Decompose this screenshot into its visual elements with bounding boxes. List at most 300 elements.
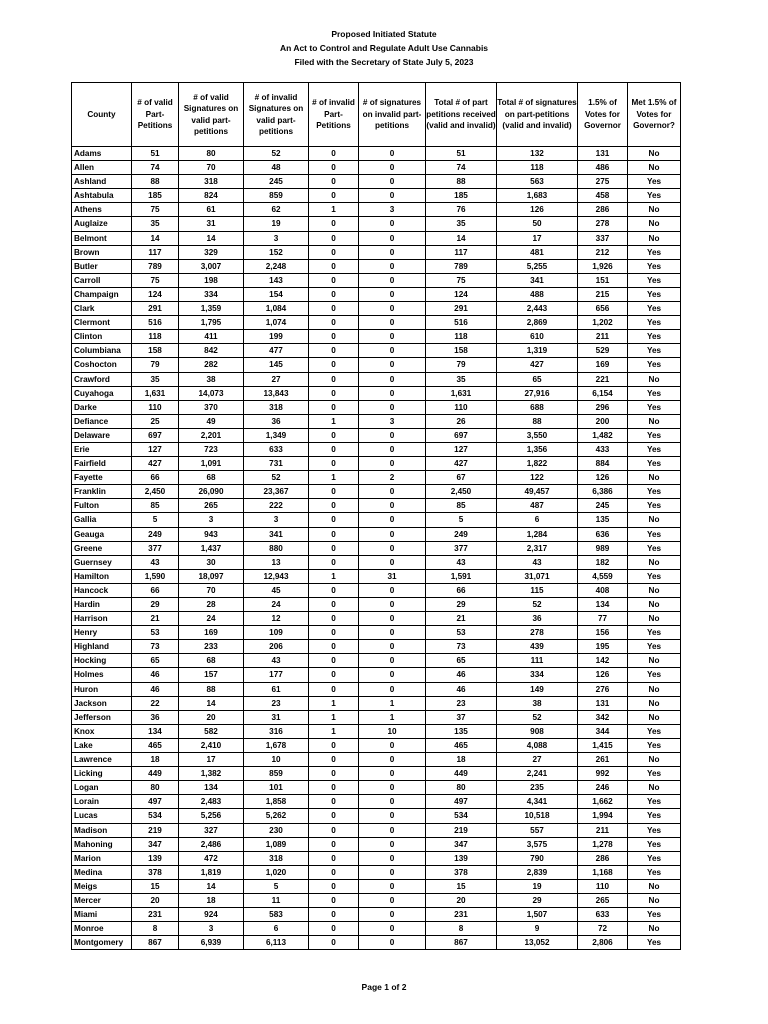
- table-cell: 75: [132, 203, 179, 217]
- table-cell: Yes: [628, 485, 681, 499]
- table-cell: 3: [359, 203, 426, 217]
- table-cell: 211: [578, 823, 628, 837]
- table-cell: 3: [179, 513, 244, 527]
- table-cell: 52: [244, 147, 309, 161]
- table-row: [72, 640, 681, 654]
- table-cell: 1,091: [179, 457, 244, 471]
- table-cell: 286: [578, 203, 628, 217]
- table-cell: 22: [132, 696, 179, 710]
- table-row: [72, 259, 681, 273]
- table-cell: 127: [426, 442, 497, 456]
- table-cell: 231: [132, 908, 179, 922]
- county-name-cell: Medina: [72, 865, 132, 879]
- table-cell: 3: [244, 513, 309, 527]
- table-cell: 0: [359, 795, 426, 809]
- table-cell: 859: [244, 767, 309, 781]
- table-cell: 0: [309, 231, 359, 245]
- county-name-cell: Hancock: [72, 583, 132, 597]
- table-cell: 316: [244, 724, 309, 738]
- table-cell: 67: [426, 471, 497, 485]
- table-cell: 0: [359, 527, 426, 541]
- table-cell: 26,090: [179, 485, 244, 499]
- table-cell: 149: [497, 682, 578, 696]
- table-cell: 656: [578, 302, 628, 316]
- table-cell: 3: [179, 922, 244, 936]
- col-header-met-threshold: Met 1.5% of Votes for Governor?: [628, 83, 681, 147]
- table-cell: 276: [578, 682, 628, 696]
- table-cell: 0: [309, 922, 359, 936]
- table-cell: 88: [497, 414, 578, 428]
- table-cell: 18,097: [179, 569, 244, 583]
- table-cell: 20: [426, 893, 497, 907]
- table-cell: 427: [426, 457, 497, 471]
- table-cell: 789: [426, 259, 497, 273]
- table-cell: 2,241: [497, 767, 578, 781]
- table-cell: 633: [244, 442, 309, 456]
- table-cell: 449: [426, 767, 497, 781]
- table-cell: 2,443: [497, 302, 578, 316]
- table-cell: 17: [497, 231, 578, 245]
- table-cell: 43: [244, 654, 309, 668]
- table-cell: 1,415: [578, 738, 628, 752]
- table-cell: 0: [309, 513, 359, 527]
- table-cell: 282: [179, 358, 244, 372]
- table-cell: 110: [132, 400, 179, 414]
- table-cell: 0: [309, 767, 359, 781]
- table-cell: 142: [578, 654, 628, 668]
- table-cell: 38: [179, 372, 244, 386]
- table-cell: 943: [179, 527, 244, 541]
- table-cell: 1: [359, 696, 426, 710]
- table-cell: 199: [244, 330, 309, 344]
- table-cell: 46: [132, 682, 179, 696]
- table-cell: 1,822: [497, 457, 578, 471]
- table-cell: 221: [578, 372, 628, 386]
- table-cell: 49,457: [497, 485, 578, 499]
- table-cell: 1,437: [179, 541, 244, 555]
- table-cell: 0: [359, 273, 426, 287]
- table-cell: 134: [132, 724, 179, 738]
- table-cell: 0: [309, 428, 359, 442]
- table-cell: 0: [359, 823, 426, 837]
- table-cell: 1,591: [426, 569, 497, 583]
- table-cell: 2,450: [132, 485, 179, 499]
- county-name-cell: Madison: [72, 823, 132, 837]
- table-cell: 563: [497, 175, 578, 189]
- table-cell: 0: [359, 161, 426, 175]
- table-cell: 212: [578, 245, 628, 259]
- table-cell: 139: [132, 851, 179, 865]
- table-cell: 347: [132, 837, 179, 851]
- county-name-cell: Fulton: [72, 499, 132, 513]
- table-cell: 24: [244, 598, 309, 612]
- county-name-cell: Belmont: [72, 231, 132, 245]
- table-cell: 49: [179, 414, 244, 428]
- table-cell: 0: [359, 245, 426, 259]
- county-name-cell: Jackson: [72, 696, 132, 710]
- table-cell: 534: [426, 809, 497, 823]
- table-cell: 5: [426, 513, 497, 527]
- table-cell: 118: [426, 330, 497, 344]
- county-name-cell: Mahoning: [72, 837, 132, 851]
- table-cell: 36: [497, 612, 578, 626]
- table-cell: 45: [244, 583, 309, 597]
- table-cell: 880: [244, 541, 309, 555]
- table-cell: 465: [426, 738, 497, 752]
- table-cell: 75: [132, 273, 179, 287]
- table-row: [72, 795, 681, 809]
- table-row: [72, 330, 681, 344]
- table-cell: 0: [309, 541, 359, 555]
- table-cell: 46: [132, 668, 179, 682]
- table-cell: Yes: [628, 640, 681, 654]
- table-cell: 19: [497, 879, 578, 893]
- table-cell: 51: [132, 147, 179, 161]
- county-name-cell: Carroll: [72, 273, 132, 287]
- table-cell: 122: [497, 471, 578, 485]
- table-cell: 992: [578, 767, 628, 781]
- table-cell: 1,084: [244, 302, 309, 316]
- table-cell: 1,356: [497, 442, 578, 456]
- table-row: [72, 823, 681, 837]
- table-cell: 79: [426, 358, 497, 372]
- table-cell: 80: [132, 781, 179, 795]
- col-header-total-part-petitions: Total # of part petitions received (valid and invalid): [426, 83, 497, 147]
- table-cell: Yes: [628, 936, 681, 950]
- table-cell: 152: [244, 245, 309, 259]
- county-name-cell: Erie: [72, 442, 132, 456]
- table-row: [72, 837, 681, 851]
- county-name-cell: Geauga: [72, 527, 132, 541]
- table-cell: 439: [497, 640, 578, 654]
- table-cell: 77: [578, 612, 628, 626]
- table-cell: 342: [578, 710, 628, 724]
- table-cell: 1: [309, 569, 359, 583]
- table-cell: 135: [426, 724, 497, 738]
- table-cell: 0: [309, 372, 359, 386]
- table-row: [72, 541, 681, 555]
- county-name-cell: Montgomery: [72, 936, 132, 950]
- table-cell: Yes: [628, 569, 681, 583]
- table-cell: 73: [426, 640, 497, 654]
- table-cell: 296: [578, 400, 628, 414]
- table-cell: 4,341: [497, 795, 578, 809]
- table-cell: 0: [359, 316, 426, 330]
- table-cell: Yes: [628, 358, 681, 372]
- county-name-cell: Knox: [72, 724, 132, 738]
- table-cell: No: [628, 231, 681, 245]
- county-name-cell: Lucas: [72, 809, 132, 823]
- table-cell: 29: [132, 598, 179, 612]
- table-cell: No: [628, 414, 681, 428]
- table-cell: No: [628, 879, 681, 893]
- table-cell: 0: [309, 781, 359, 795]
- table-cell: Yes: [628, 865, 681, 879]
- table-cell: 126: [497, 203, 578, 217]
- county-name-cell: Champaign: [72, 287, 132, 301]
- county-name-cell: Brown: [72, 245, 132, 259]
- table-cell: 156: [578, 626, 628, 640]
- table-row: [72, 273, 681, 287]
- table-cell: 1,631: [426, 386, 497, 400]
- table-cell: 824: [179, 189, 244, 203]
- table-cell: Yes: [628, 273, 681, 287]
- col-header-valid-signatures: # of valid Signatures on valid part-petitions: [179, 83, 244, 147]
- table-cell: 1: [309, 696, 359, 710]
- table-cell: 131: [578, 696, 628, 710]
- county-name-cell: Ashland: [72, 175, 132, 189]
- county-name-cell: Adams: [72, 147, 132, 161]
- table-cell: No: [628, 513, 681, 527]
- table-cell: 46: [426, 682, 497, 696]
- table-cell: 219: [132, 823, 179, 837]
- table-cell: 53: [132, 626, 179, 640]
- county-name-cell: Henry: [72, 626, 132, 640]
- table-cell: 278: [497, 626, 578, 640]
- table-cell: 790: [497, 851, 578, 865]
- table-cell: 0: [359, 753, 426, 767]
- table-cell: 117: [426, 245, 497, 259]
- document-header: [0, 27, 768, 69]
- table-cell: 1: [309, 203, 359, 217]
- table-row: [72, 245, 681, 259]
- table-cell: 0: [309, 527, 359, 541]
- table-cell: No: [628, 471, 681, 485]
- table-cell: 72: [578, 922, 628, 936]
- table-cell: 85: [426, 499, 497, 513]
- table-cell: No: [628, 682, 681, 696]
- table-cell: 1: [309, 724, 359, 738]
- table-cell: 158: [426, 344, 497, 358]
- table-cell: 13: [244, 555, 309, 569]
- table-cell: 0: [359, 372, 426, 386]
- table-cell: 31: [179, 217, 244, 231]
- table-cell: 12,943: [244, 569, 309, 583]
- table-cell: 21: [132, 612, 179, 626]
- table-cell: 0: [309, 287, 359, 301]
- table-cell: 0: [309, 457, 359, 471]
- table-cell: Yes: [628, 457, 681, 471]
- table-cell: 231: [426, 908, 497, 922]
- table-cell: 0: [309, 273, 359, 287]
- table-row: [72, 231, 681, 245]
- table-cell: 867: [426, 936, 497, 950]
- table-cell: Yes: [628, 245, 681, 259]
- table-row: [72, 358, 681, 372]
- table-cell: No: [628, 161, 681, 175]
- table-cell: 115: [497, 583, 578, 597]
- table-cell: 29: [497, 893, 578, 907]
- table-cell: 465: [132, 738, 179, 752]
- county-name-cell: Miami: [72, 908, 132, 922]
- table-cell: 66: [426, 583, 497, 597]
- table-cell: 25: [132, 414, 179, 428]
- table-cell: 497: [132, 795, 179, 809]
- table-row: [72, 668, 681, 682]
- table-cell: 79: [132, 358, 179, 372]
- table-cell: 26: [426, 414, 497, 428]
- table-cell: 76: [426, 203, 497, 217]
- table-cell: 0: [359, 555, 426, 569]
- table-cell: No: [628, 710, 681, 724]
- table-cell: 0: [359, 147, 426, 161]
- table-cell: 51: [426, 147, 497, 161]
- table-row: [72, 724, 681, 738]
- col-header-signatures-on-invalid: # of signatures on invalid part-petitions: [359, 83, 426, 147]
- table-row: [72, 612, 681, 626]
- table-row: [72, 922, 681, 936]
- table-cell: 2,839: [497, 865, 578, 879]
- table-cell: 0: [309, 217, 359, 231]
- table-cell: 1,858: [244, 795, 309, 809]
- table-cell: 169: [179, 626, 244, 640]
- table-cell: 0: [309, 358, 359, 372]
- table-cell: 2,806: [578, 936, 628, 950]
- table-cell: 215: [578, 287, 628, 301]
- table-cell: 219: [426, 823, 497, 837]
- table-cell: 65: [426, 654, 497, 668]
- table-cell: 1,482: [578, 428, 628, 442]
- table-cell: 0: [359, 654, 426, 668]
- table-cell: Yes: [628, 767, 681, 781]
- table-cell: 18: [179, 893, 244, 907]
- table-cell: 0: [359, 330, 426, 344]
- table-cell: 0: [359, 738, 426, 752]
- table-cell: 14: [179, 231, 244, 245]
- table-cell: 157: [179, 668, 244, 682]
- table-cell: 341: [497, 273, 578, 287]
- table-cell: 0: [309, 598, 359, 612]
- table-cell: 427: [497, 358, 578, 372]
- table-row: [72, 400, 681, 414]
- table-row: [72, 569, 681, 583]
- table-cell: 0: [359, 287, 426, 301]
- table-cell: 73: [132, 640, 179, 654]
- table-cell: 222: [244, 499, 309, 513]
- table-cell: 23: [426, 696, 497, 710]
- table-cell: 3: [244, 231, 309, 245]
- table-row: [72, 809, 681, 823]
- table-cell: No: [628, 217, 681, 231]
- table-cell: 0: [309, 555, 359, 569]
- table-cell: 124: [426, 287, 497, 301]
- table-cell: 1,168: [578, 865, 628, 879]
- table-cell: 3,007: [179, 259, 244, 273]
- table-cell: 68: [179, 654, 244, 668]
- table-cell: Yes: [628, 837, 681, 851]
- table-row: [72, 865, 681, 879]
- table-cell: Yes: [628, 400, 681, 414]
- table-cell: 0: [359, 175, 426, 189]
- table-cell: 0: [309, 753, 359, 767]
- table-cell: 534: [132, 809, 179, 823]
- table-cell: 0: [309, 936, 359, 950]
- table-cell: 0: [359, 809, 426, 823]
- table-cell: 0: [309, 259, 359, 273]
- table-cell: 151: [578, 273, 628, 287]
- county-name-cell: Greene: [72, 541, 132, 555]
- table-cell: 65: [497, 372, 578, 386]
- table-cell: 5: [132, 513, 179, 527]
- table-cell: 117: [132, 245, 179, 259]
- table-cell: 0: [309, 837, 359, 851]
- table-cell: 177: [244, 668, 309, 682]
- table-cell: 497: [426, 795, 497, 809]
- table-cell: 286: [578, 851, 628, 865]
- table-row: [72, 908, 681, 922]
- table-cell: 582: [179, 724, 244, 738]
- table-cell: 235: [497, 781, 578, 795]
- table-cell: 85: [132, 499, 179, 513]
- table-cell: 2,317: [497, 541, 578, 555]
- table-cell: 30: [179, 555, 244, 569]
- table-cell: 0: [359, 682, 426, 696]
- table-cell: 789: [132, 259, 179, 273]
- table-cell: 80: [179, 147, 244, 161]
- table-cell: Yes: [628, 908, 681, 922]
- title-line-2: An Act to Control and Regulate Adult Use Cannabis: [279, 43, 489, 53]
- table-cell: 15: [132, 879, 179, 893]
- table-cell: 118: [497, 161, 578, 175]
- table-cell: 0: [359, 400, 426, 414]
- table-cell: 52: [497, 710, 578, 724]
- table-cell: 29: [426, 598, 497, 612]
- table-cell: 88: [132, 175, 179, 189]
- table-cell: 449: [132, 767, 179, 781]
- table-cell: 0: [359, 612, 426, 626]
- county-name-cell: Harrison: [72, 612, 132, 626]
- table-cell: 198: [179, 273, 244, 287]
- table-cell: No: [628, 893, 681, 907]
- county-name-cell: Crawford: [72, 372, 132, 386]
- col-header-invalid-part-petitions: # of invalid Part-Petitions: [309, 83, 359, 147]
- county-name-cell: Allen: [72, 161, 132, 175]
- table-cell: 1: [309, 710, 359, 724]
- table-cell: 111: [497, 654, 578, 668]
- table-cell: 884: [578, 457, 628, 471]
- table-cell: 0: [359, 640, 426, 654]
- table-cell: 110: [426, 400, 497, 414]
- table-row: [72, 203, 681, 217]
- table-cell: 233: [179, 640, 244, 654]
- table-cell: 74: [132, 161, 179, 175]
- table-cell: 50: [497, 217, 578, 231]
- table-cell: 75: [426, 273, 497, 287]
- table-cell: 20: [179, 710, 244, 724]
- table-cell: 14: [179, 879, 244, 893]
- table-cell: 14: [132, 231, 179, 245]
- table-row: [72, 696, 681, 710]
- col-header-total-signatures: Total # of signatures on part-petitions (valid and invalid): [497, 83, 578, 147]
- table-cell: 1,382: [179, 767, 244, 781]
- table-row: [72, 499, 681, 513]
- table-cell: 230: [244, 823, 309, 837]
- table-cell: 0: [359, 893, 426, 907]
- table-cell: 145: [244, 358, 309, 372]
- table-row: [72, 513, 681, 527]
- table-cell: 908: [497, 724, 578, 738]
- table-cell: 5,255: [497, 259, 578, 273]
- table-cell: No: [628, 654, 681, 668]
- table-cell: 529: [578, 344, 628, 358]
- county-name-cell: Guernsey: [72, 555, 132, 569]
- table-cell: 261: [578, 753, 628, 767]
- table-cell: 52: [244, 471, 309, 485]
- table-row: [72, 936, 681, 950]
- table-row: [72, 189, 681, 203]
- table-cell: 291: [132, 302, 179, 316]
- table-cell: Yes: [628, 259, 681, 273]
